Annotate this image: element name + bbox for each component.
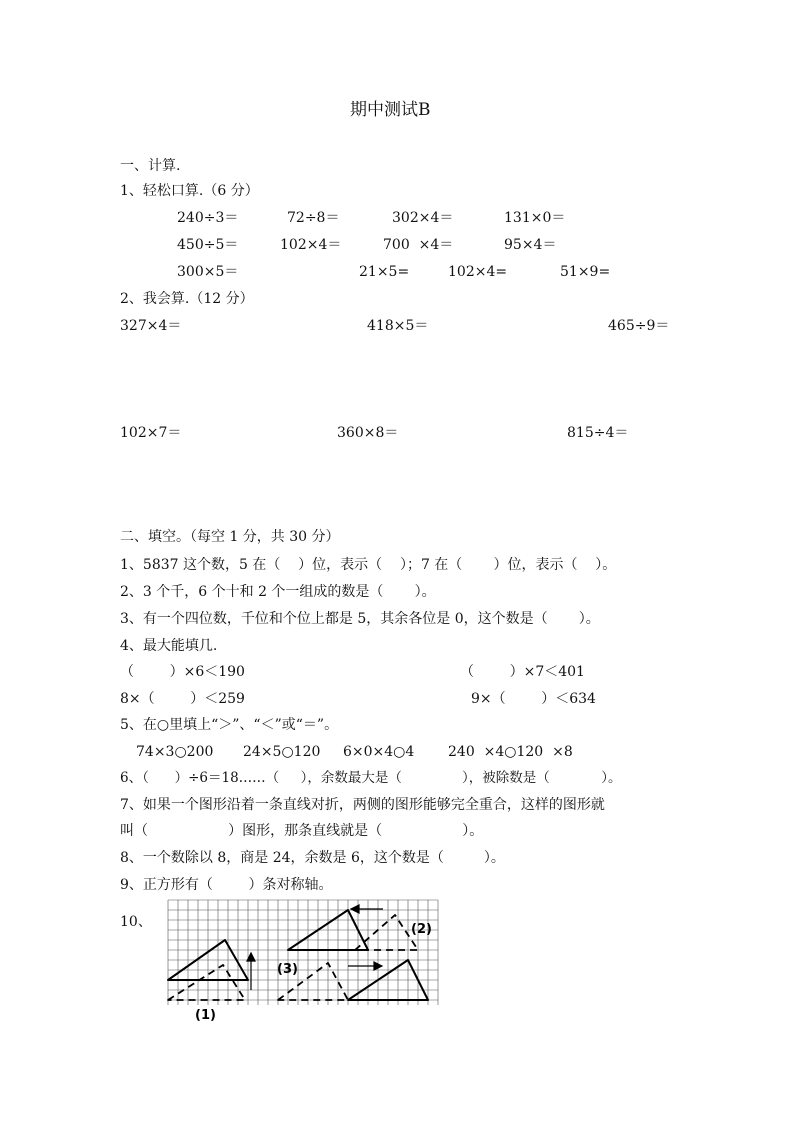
fill-q6: 6、（ ）÷6＝18……（ ），余数最大是（ ），被除数是（ ）。: [120, 770, 622, 786]
oral-calc-item: 51×9=: [560, 264, 611, 280]
fill-q10-label: 10、: [120, 914, 152, 930]
section1-heading: 一、计算.: [120, 158, 181, 174]
written-calc-item: 102×7＝: [120, 425, 182, 441]
page-title: 期中测试B: [350, 100, 431, 120]
oral-calc-item: 302×4＝: [392, 210, 454, 226]
fill-q5-label: 5、在○里填上“＞”、“＜”或“＝”。: [120, 717, 339, 733]
grid-figure: [155, 895, 445, 1025]
fill-q4-item: 8×（ ）＜259: [120, 691, 245, 707]
fill-q7-line1: 7、如果一个图形沿着一条直线对折，两侧的图形能够完全重合，这样的图形就: [120, 797, 605, 813]
fill-q4-label: 4、最大能填几.: [120, 638, 218, 654]
fill-q4-item: 9×（ ）＜634: [471, 691, 596, 707]
written-calc-item: 465÷9＝: [608, 318, 670, 334]
written-calc-item: 815÷4＝: [567, 425, 629, 441]
figure-label: (3): [277, 962, 298, 977]
fill-q1: 1、5837 这个数，5 在（ ）位，表示（ ）；7 在（ ）位，表示（ ）。: [120, 557, 617, 573]
oral-calc-item: 72÷8＝: [287, 210, 340, 226]
section2-heading: 二、填空。（每空 1 分，共 30 分）: [120, 529, 340, 545]
fill-q5-item: 240 ×4○120 ×8: [448, 744, 573, 760]
written-calc-item: 360×8＝: [337, 425, 399, 441]
oral-calc-item: 131×0＝: [504, 210, 566, 226]
fill-q3: 3、有一个四位数，千位和个位上都是 5，其余各位是 0，这个数是（ ）。: [120, 611, 600, 627]
q2-label: 2、我会算.（12 分）: [120, 291, 254, 307]
oral-calc-item: 102×4＝: [280, 237, 342, 253]
fill-q8: 8、一个数除以 8，商是 24，余数是 6，这个数是（ ）。: [120, 850, 505, 866]
q1-label: 1、轻松口算.（6 分）: [120, 183, 259, 199]
oral-calc-item: 300×5＝: [177, 264, 239, 280]
oral-calc-item: 700 ×4＝: [383, 237, 454, 253]
oral-calc-item: 240÷3＝: [177, 210, 239, 226]
written-calc-item: 418×5＝: [367, 318, 429, 334]
fill-q4-item: （ ）×7＜401: [460, 664, 585, 680]
fill-q4-item: （ ）×6＜190: [120, 664, 245, 680]
oral-calc-item: 102×4=: [448, 264, 508, 280]
oral-calc-item: 21×5=: [359, 264, 410, 280]
fill-q2: 2、3 个千，6 个十和 2 个一组成的数是（ ）。: [120, 584, 436, 600]
fill-q7-line2: 叫（ ）图形，那条直线就是（ ）。: [120, 823, 484, 839]
oral-calc-item: 450÷5＝: [177, 237, 239, 253]
arrow-left-icon: [351, 905, 359, 913]
written-calc-item: 327×4＝: [120, 318, 182, 334]
oral-calc-item: 95×4＝: [504, 237, 557, 253]
fill-q9: 9、正方形有（ ）条对称轴。: [120, 877, 333, 893]
figure-label: (2): [411, 922, 432, 937]
figure-label: (1): [195, 1008, 216, 1023]
fill-q5-item: 24×5○120: [243, 744, 321, 760]
fill-q5-item: 74×3○200: [136, 744, 214, 760]
fill-q5-item: 6×0×4○4: [343, 744, 415, 760]
